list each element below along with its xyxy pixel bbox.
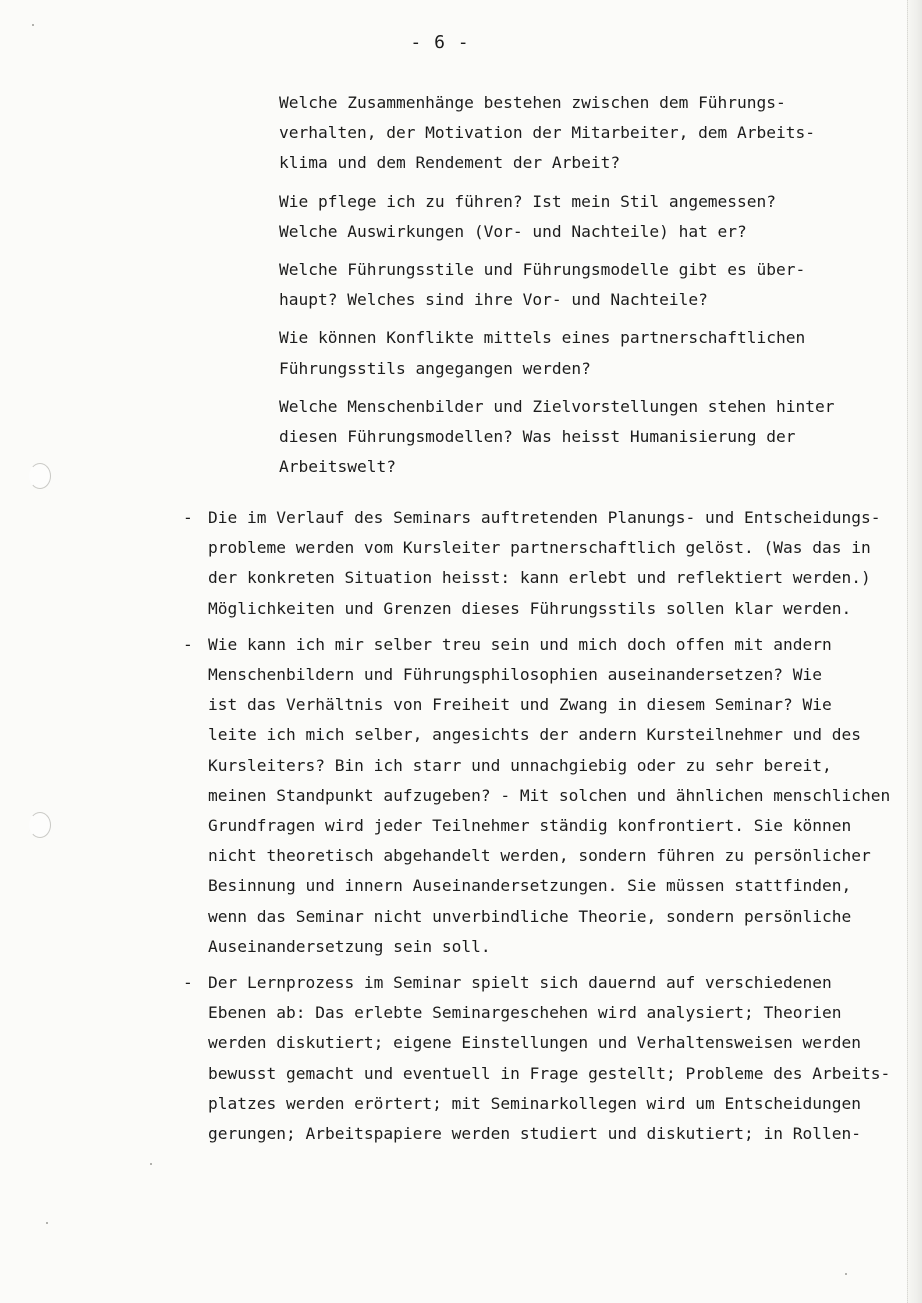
question-block <box>279 323 879 383</box>
text-line: Welche Auswirkungen (Vor- und Nachteile) hat er? <box>279 221 747 241</box>
text-line: probleme werden vom Kursleiter partnerschaftlich gelöst. (Was das in <box>208 538 871 558</box>
punch-hole-bottom <box>29 812 51 838</box>
text-line: Arbeitswelt? <box>279 457 396 477</box>
bullet-dash: - <box>183 634 193 654</box>
paper-speck <box>46 1222 48 1224</box>
text-line: bewusst gemacht und eventuell in Frage gestellt; Probleme des Arbeits- <box>208 1063 891 1083</box>
text-line: werden diskutiert; eigene Einstellungen und Verhaltensweisen werden <box>208 1033 861 1053</box>
question-block <box>279 187 879 247</box>
paper-speck <box>845 1273 847 1275</box>
bullet-dash: - <box>183 973 193 993</box>
question-block <box>279 392 879 483</box>
bullet-item <box>183 503 881 624</box>
page-edge-shadow <box>907 0 922 1303</box>
text-line: Führungsstils angegangen werden? <box>279 358 591 378</box>
text-line: Kursleiters? Bin ich starr und unnachgiebig oder zu sehr bereit, <box>208 755 832 775</box>
text-line: Möglichkeiten und Grenzen dieses Führungsstils sollen klar werden. <box>208 598 852 618</box>
text-line: Besinnung und innern Auseinandersetzungen. Sie müssen stattfinden, <box>208 876 852 896</box>
text-line: meinen Standpunkt aufzugeben? - Mit solchen und ähnlichen menschlichen <box>208 785 891 805</box>
question-block <box>279 255 879 315</box>
text-line: klima und dem Rendement der Arbeit? <box>279 153 621 173</box>
text-line: Welche Zusammenhänge bestehen zwischen dem Führungs- <box>279 93 786 112</box>
text-line: Die im Verlauf des Seminars auftretenden Planungs- und Entscheidungs- <box>208 508 881 527</box>
text-line: Der Lernprozess im Seminar spielt sich dauernd auf verschiedenen <box>208 973 832 993</box>
text-line: ist das Verhältnis von Freiheit und Zwang in diesem Seminar? Wie <box>208 695 832 715</box>
text-line: diesen Führungsmodellen? Was heisst Humanisierung der <box>279 427 796 447</box>
text-line: Wie pflege ich zu führen? Ist mein Stil angemessen? <box>279 191 777 211</box>
text-line: Welche Menschenbilder und Zielvorstellungen stehen hinter <box>279 396 835 416</box>
text-line: Grundfragen wird jeder Teilnehmer ständig konfrontiert. Sie können <box>208 816 852 836</box>
text-line: Wie können Konflikte mittels eines partnerschaftlichen <box>279 328 806 348</box>
bullet-list <box>183 503 891 1155</box>
text-line: Wie kann ich mir selber treu sein und mich doch offen mit andern <box>208 634 832 654</box>
text-line: Auseinandersetzung sein soll. <box>208 936 491 956</box>
punch-hole-top <box>29 463 51 489</box>
text-line: gerungen; Arbeitspapiere werden studiert und diskutiert; in Rollen- <box>208 1124 861 1144</box>
question-block <box>279 88 879 179</box>
paper-speck <box>150 1163 152 1165</box>
bullet-dash: - <box>183 508 193 527</box>
text-line: platzes werden erörtert; mit Seminarkollegen wird um Entscheidungen <box>208 1093 861 1113</box>
text-line: leite ich mich selber, angesichts der andern Kursteilnehmer und des <box>208 725 861 745</box>
bullet-item <box>183 630 891 962</box>
text-line: haupt? Welches sind ihre Vor- und Nachteile? <box>279 290 708 310</box>
text-line: wenn das Seminar nicht unverbindliche Theorie, sondern persönliche <box>208 906 852 926</box>
text-line: Ebenen ab: Das erlebte Seminargeschehen wird analysiert; Theorien <box>208 1003 842 1023</box>
text-line: der konkreten Situation heisst: kann erlebt und reflektiert werden.) <box>208 568 871 588</box>
text-line: Welche Führungsstile und Führungsmodelle gibt es über- <box>279 260 806 280</box>
question-list <box>279 88 879 490</box>
paper-speck <box>32 24 34 26</box>
text-line: nicht theoretisch abgehandelt werden, sondern führen zu persönlicher <box>208 846 871 866</box>
page-number: - 6 - <box>410 32 470 53</box>
text-line: verhalten, der Motivation der Mitarbeiter, dem Arbeits- <box>279 123 816 143</box>
text-line: Menschenbildern und Führungsphilosophien auseinandersetzen? Wie <box>208 665 822 685</box>
bullet-item <box>183 968 891 1149</box>
